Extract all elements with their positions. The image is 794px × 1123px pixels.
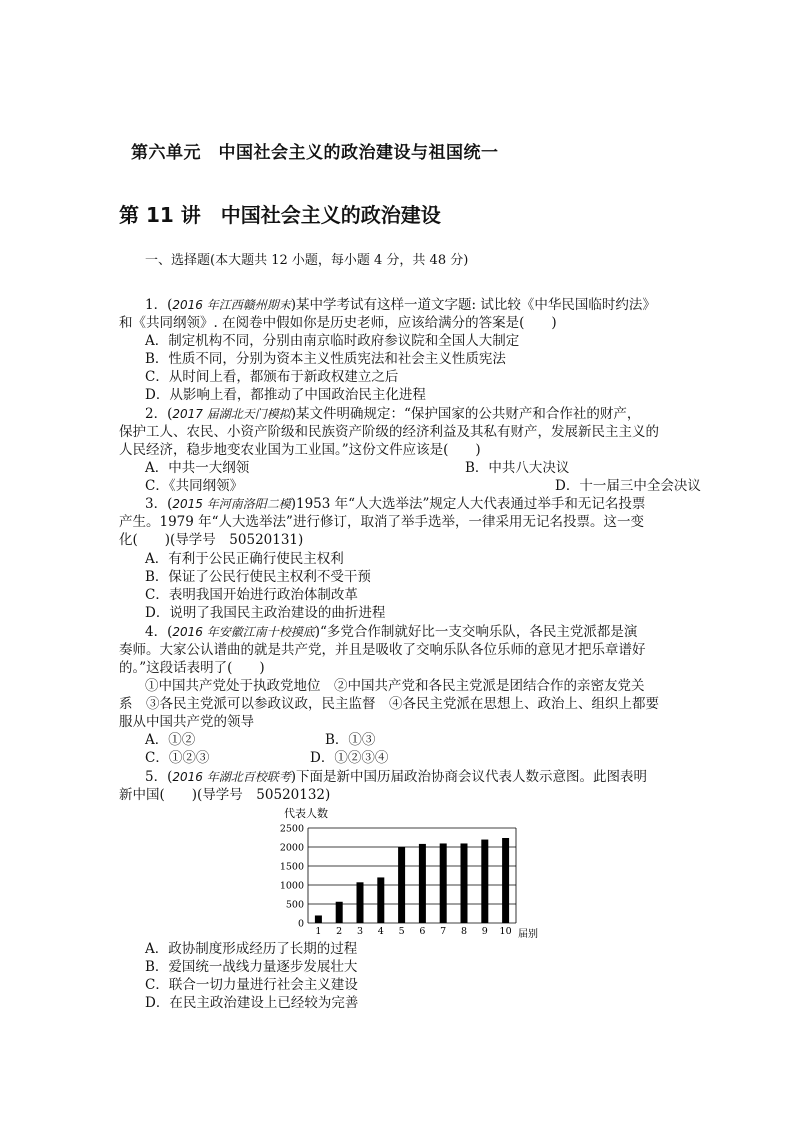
q4-stem-line-1: 4．(2016 年安徽江南十校摸底)“多党合作制就好比一支交响乐队，各民主党派都是演: [145, 624, 638, 640]
q3-stem-line-1: 3．(2015 年河南洛阳二模)1953 年“人大选举法”规定人大代表通过举手和无记名投票: [145, 496, 646, 512]
bar-session-5: [398, 847, 405, 923]
q2-option-a: A．中共一大纲领: [145, 460, 250, 476]
q1-option-d: D．从影响上看，都推动了中国政治民主化进程: [145, 387, 426, 403]
q1-option-a: A．制定机构不同，分别由南京临时政府参议院和全国人大制定: [145, 333, 520, 349]
q5-option-c: C．联合一切力量进行社会主义建设: [145, 977, 358, 993]
q2-option-c: C．《共同纲领》: [145, 478, 244, 494]
q4-option-c: C．①②③: [145, 750, 210, 766]
y-tick-label: 1500: [279, 861, 304, 873]
y-tick-label: 1000: [279, 880, 304, 892]
q2-option-b: B．中共八大决议: [465, 460, 570, 476]
q4-source: 2016 年安徽江南十校摸底: [172, 625, 315, 639]
q1-option-c: C．从时间上看，都颁布于新政权建立之后: [145, 369, 399, 385]
q4-statement-line-2: 系 ③各民主党派可以参政议政，民主监督 ④各民主党派在思想上、政治上、组织上都要: [119, 696, 659, 712]
q5-stem-line-1: 5．(2016 年湖北百校联考)下面是新中国历届政治协商会议代表人数示意图。此图表明: [145, 769, 647, 785]
bar-session-1: [315, 915, 322, 923]
q3-option-d: D．说明了我国民主政治建设的曲折进程: [145, 605, 386, 621]
q4-statement-line-3: 服从中国共产党的领导: [119, 714, 254, 730]
bar-session-3: [357, 882, 364, 923]
x-tick-label: 6: [419, 926, 426, 937]
q5-stem-line-2: 新中国( )(导学号 50520132): [119, 787, 331, 803]
bar-session-4: [377, 877, 384, 923]
q2-source: 2017 届湖北天门模拟: [172, 407, 291, 421]
q2-stem-line-1: 2．(2017 届湖北天门模拟)某文件明确规定：“保护国家的公共财产和合作社的财产，: [145, 406, 641, 422]
q3-source: 2015 年河南洛阳二模: [172, 497, 291, 511]
q1-stem-line-1: 1．(2016 年江西赣州期末)某中学考试有这样一道文字题: 试比较《中华民国临时约法》: [145, 297, 656, 313]
y-axis-label: 代表人数: [284, 807, 328, 820]
x-tick-label: 4: [377, 926, 384, 937]
y-tick-label: 2000: [279, 842, 304, 854]
section-heading: 一、选择题(本大题共 12 小题，每小题 4 分，共 48 分): [145, 253, 469, 268]
q4-statement-line-1: ①中国共产党处于执政党地位 ②中国共产党和各民主党派是团结合作的亲密友党关: [145, 678, 645, 694]
q1-source: 2016 年江西赣州期末: [172, 298, 291, 312]
bar-session-10: [502, 838, 509, 923]
q4-stem-line-2: 奏师。大家公认谱曲的就是共产党，并且是吸收了交响乐队各位乐师的意见才把乐章谱好: [119, 642, 646, 658]
x-tick-label: 3: [356, 926, 364, 937]
q2-stem-line-2: 保护工人、农民、小资产阶级和民族资产阶级的经济利益及其私有财产，发展新民主主义的: [119, 424, 659, 440]
unit-title: 第六单元 中国社会主义的政治建设与祖国统一: [131, 143, 499, 163]
q5-option-d: D．在民主政治建设上已经较为完善: [145, 995, 359, 1011]
q2-option-d: D．十一届三中全会决议: [555, 478, 701, 494]
bar-session-2: [336, 902, 343, 923]
bar-session-8: [461, 843, 468, 923]
q3-stem-line-3: 化( )(导学号 50520131): [119, 532, 304, 548]
x-tick-label: 8: [460, 926, 468, 937]
q4-option-d: D．①②③④: [310, 750, 389, 766]
bar-session-9: [481, 840, 488, 923]
q3-stem-line-2: 产生。1979 年“人大选举法”进行修订，取消了举手选举，一律采用无记名投票。这一变: [119, 514, 644, 530]
bar-session-6: [419, 844, 426, 923]
x-tick-label: 10: [499, 926, 512, 937]
q4-option-b: B．①③: [325, 732, 376, 748]
bar-session-7: [440, 843, 447, 923]
q1-option-b: B．性质不同，分别为资本主义性质宪法和社会主义性质宪法: [145, 351, 506, 367]
q5-option-b: B．爱国统一战线力量逐步发展壮大: [145, 959, 358, 975]
x-tick-label: 5: [398, 926, 405, 937]
q4-stem-line-3: 的。”这段话表明了( ): [119, 660, 265, 676]
x-tick-label: 2: [336, 926, 343, 937]
y-tick-label: 2500: [279, 823, 304, 835]
x-tick-label: 7: [440, 926, 447, 937]
lesson-title: 第 11 讲 中国社会主义的政治建设: [119, 203, 441, 227]
y-tick-label: 0: [297, 918, 304, 930]
x-tick-label: 1: [315, 926, 322, 937]
q3-option-a: A．有利于公民正确行使民主权利: [145, 551, 344, 567]
y-tick-label: 500: [285, 899, 304, 911]
q5-source: 2016 年湖北百校联考: [172, 770, 291, 784]
x-tick-label: 9: [481, 926, 488, 937]
q4-option-a: A．①②: [145, 732, 196, 748]
q5-option-a: A．政协制度形成经历了长期的过程: [145, 941, 358, 957]
x-axis-label: 届别: [518, 929, 538, 940]
q3-option-c: C．表明我国开始进行政治体制改革: [145, 587, 358, 603]
delegates-bar-chart: [270, 803, 560, 941]
q1-stem-line-2: 和《共同纲领》. 在阅卷中假如你是历史老师，应该给满分的答案是( ): [119, 315, 557, 331]
q2-stem-line-3: 人民经济，稳步地变农业国为工业国。”这份文件应该是( ): [119, 442, 481, 458]
q3-option-b: B．保证了公民行使民主权利不受干预: [145, 569, 371, 585]
